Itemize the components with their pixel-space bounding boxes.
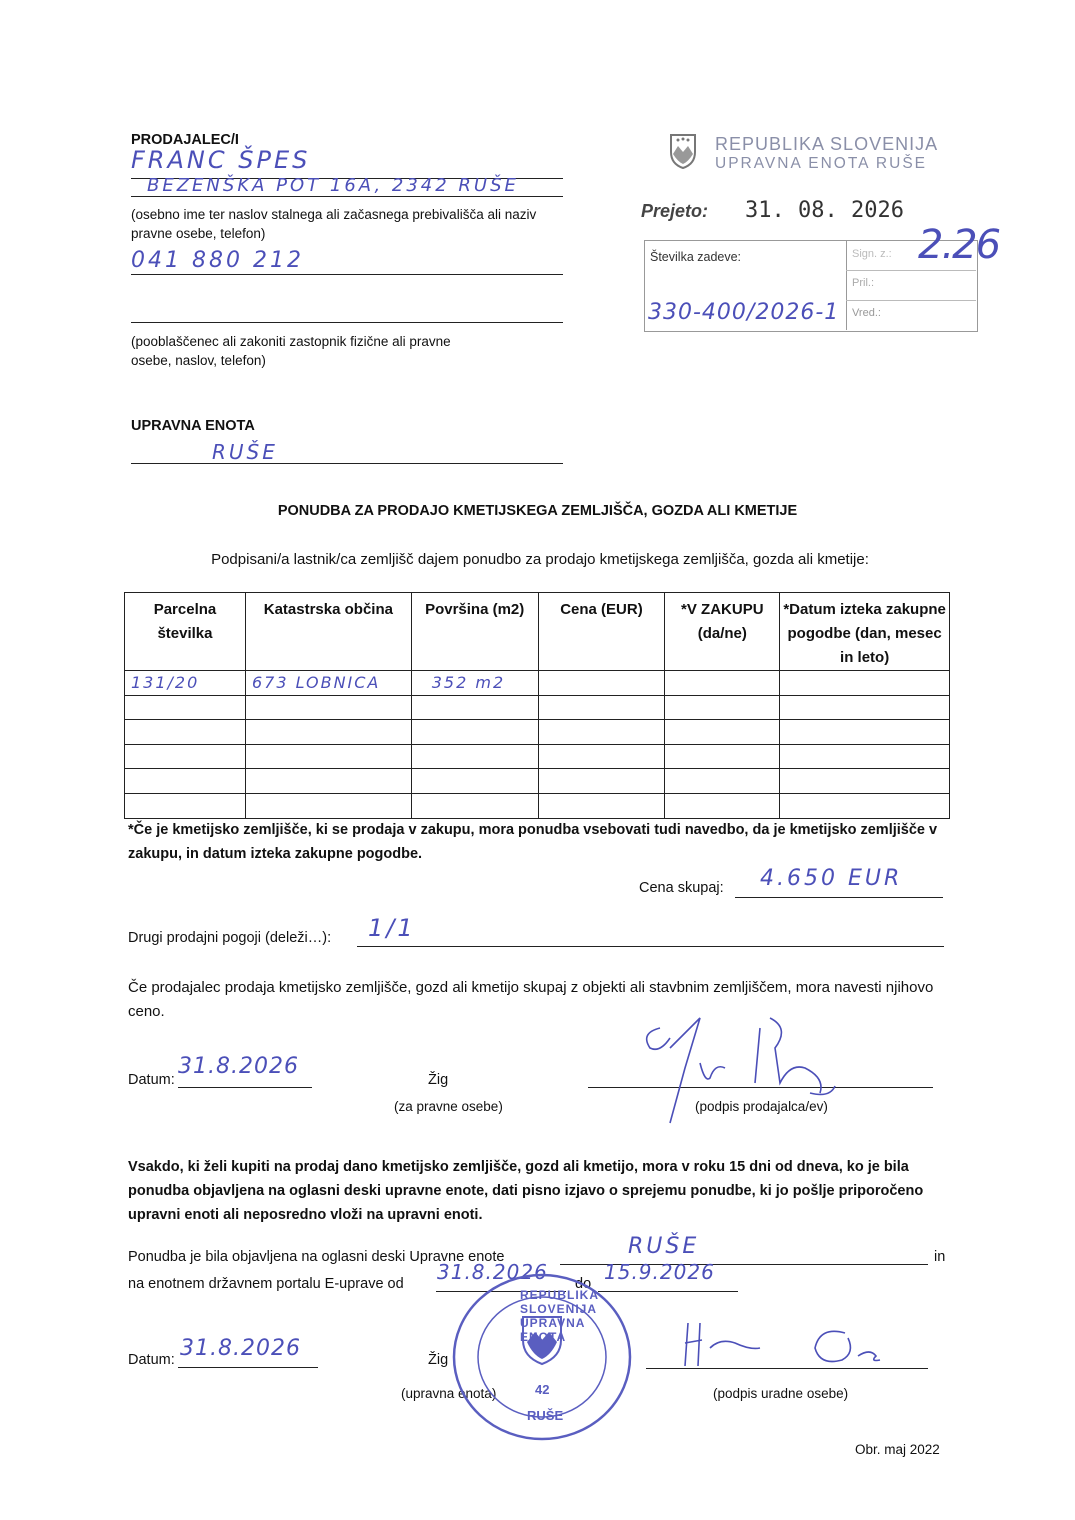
table-cell [780,744,950,769]
table-cell [538,793,665,818]
table-cell [538,695,665,720]
received-date: 31. 08. 2026 [745,198,904,223]
publication-unit: RUŠE [628,1234,700,1259]
stamp-republic: REPUBLIKA SLOVENIJA [715,134,939,154]
form-intro: Podpisani/a lastnik/ca zemljišč dajem ponudbo za prodajo kmetijskega zemljišča, gozda ali kmetije: [211,551,869,568]
table-cell [245,793,411,818]
portal-prefix: na enotnem državnem portalu E-uprave od [128,1276,404,1292]
seller-phone-line [131,274,563,275]
seller-name: FRANC ŠPES [131,146,311,174]
price-label: Cena skupaj: [639,880,724,896]
col-parcel: Parcelna številka [125,593,246,671]
publication-to: 15.9.2026 [604,1260,715,1284]
office-line [131,463,563,464]
table-cell [411,744,538,769]
seal-number: 42 [535,1382,550,1397]
received-label: Prejeto: [641,201,709,221]
price-line [735,897,943,898]
table-cell [125,744,246,769]
seller-signature [630,1008,850,1128]
office-signature [680,1318,890,1373]
col-lease-end: *Datum izteka zakupne pogodbe (dan, mesec in leto) [780,593,950,671]
seller-date-label: Datum: [128,1072,175,1088]
office-heading: UPRAVNA ENOTA [131,418,255,434]
table-cell [125,720,246,745]
office-signature-caption: (podpis uradne osebe) [713,1386,849,1401]
table-cell [538,720,665,745]
seller-signature-caption: (podpis prodajalca/ev) [695,1099,828,1114]
seller-address-line [131,196,563,197]
table-cell [665,720,780,745]
seller-date-line [178,1087,312,1088]
office-date: 31.8.2026 [180,1336,301,1361]
table-cell [411,720,538,745]
proxy-caption: (pooblaščenec ali zakoniti zastopnik fizične ali pravne osebe, naslov, telefon) [131,334,451,368]
sign-label: Sign. z.: [852,248,892,260]
table-cell [245,695,411,720]
other-terms-line [357,946,944,947]
form-title: PONUDBA ZA PRODAJO KMETIJSKEGA ZEMLJIŠČA, GOZDA ALI KMETIJE [277,503,798,519]
seller-seal-label: Žig [428,1072,449,1088]
table-cell [538,769,665,794]
table-cell [411,769,538,794]
table-cell [245,720,411,745]
seller-seal-caption: (za pravne osebe) [394,1099,503,1114]
office-value: RUŠE [212,440,278,464]
table-cell [780,671,950,696]
table-cell [780,720,950,745]
col-lease: *V ZAKUPU (da/ne) [665,593,780,671]
office-date-line [178,1367,318,1368]
coat-of-arms-icon [668,132,698,170]
lease-note: *Če je kmetijsko zemljišče, ki se prodaja v zakupu, mora ponudba vsebovati tudi navedbo, da je kmetijsko zemljišče v zakupu, in datum izteka zakupne pogodbe. [128,822,938,862]
case-number: 330-400/2026-1 [648,300,840,325]
office-seal-caption: (upravna enota) [401,1386,497,1401]
seller-date: 31.8.2026 [178,1054,299,1079]
table-cell [125,695,246,720]
official-seal [447,1262,637,1442]
stamp-unit: UPRAVNA ENOTA RUŠE [715,155,927,172]
table-cell [665,671,780,696]
table-cell [411,695,538,720]
case-label: Številka zadeve: [650,250,742,264]
table-row [125,744,950,769]
table-cell [780,695,950,720]
office-date-label: Datum: [128,1352,175,1368]
price-value: 4.650 EUR [760,866,903,891]
seller-phone: 041 880 212 [131,248,304,273]
table-cell [411,793,538,818]
publication-prefix: Ponudba je bila objavljena na oglasni deski Upravne enote [128,1249,505,1265]
table-cell [665,793,780,818]
table-cell: 352 m2 [411,671,538,696]
other-terms-value: 1/1 [368,914,416,942]
table-cell [665,695,780,720]
table-cell [125,769,246,794]
case-box-divider [846,240,847,330]
table-cell [538,671,665,696]
col-price: Cena (EUR) [538,593,665,671]
table-row [125,695,950,720]
objects-note: Če prodajalec prodaja kmetijsko zemljišče, gozd ali kmetijo skupaj z objekti ali stavbnim zemljiščem, mora navesti njihovo ceno. [128,979,934,1020]
col-cadastral: Katastrska občina [245,593,411,671]
table-row [125,793,950,818]
table-cell: 131/20 [125,671,246,696]
buyer-note: Vsakdo, ki želi kupiti na prodaj dano kmetijsko zemljišče, gozd ali kmetijo, mora v roku 15 dni od dneva, ko je bila ponudba objavljena na oglasni deski upravne enote, dati pisno izjavo o sprejemu ponudbe, ki jo pošlje priporočeno upravni enoti ali neposredno vloži na upravni enoti. [128,1159,924,1223]
office-seal-label: Žig [428,1352,449,1368]
seal-city: RUŠE [527,1408,564,1423]
table-cell [245,769,411,794]
publication-to-label: do [575,1276,592,1292]
publication-from: 31.8.2026 [437,1260,548,1284]
table-cell [538,744,665,769]
table-header-row [125,593,950,671]
parcel-table [124,592,950,819]
table-row [125,769,950,794]
seller-address-caption: (osebno ime ter naslov stalnega ali začasnega prebivališča ali naziv pravne osebe, telefon) [131,207,537,241]
table-row [125,671,950,696]
seller-heading: PRODAJALEC/I [131,132,239,148]
form-version: Obr. maj 2022 [855,1442,940,1457]
table-cell [780,793,950,818]
table-row [125,720,950,745]
table-cell [245,744,411,769]
table-cell [665,744,780,769]
table-cell [125,793,246,818]
attach-label: Pril.: [852,277,874,289]
value-label: Vred.: [852,307,881,319]
seal-text: REPUBLIKA SLOVENIJA UPRAVNA ENOTA [520,1288,599,1344]
table-cell: 673 LOBNICA [245,671,411,696]
sign-mark: 2.26 [918,222,1000,268]
table-cell [665,769,780,794]
col-area: Površina (m2) [411,593,538,671]
table-cell [780,769,950,794]
seller-address: BEZENŠKA POT 16A, 2342 RUŠE [147,175,519,196]
other-terms-label: Drugi prodajni pogoji (deleži…): [128,930,332,946]
proxy-line [131,322,563,323]
publication-suffix: in [934,1249,946,1265]
